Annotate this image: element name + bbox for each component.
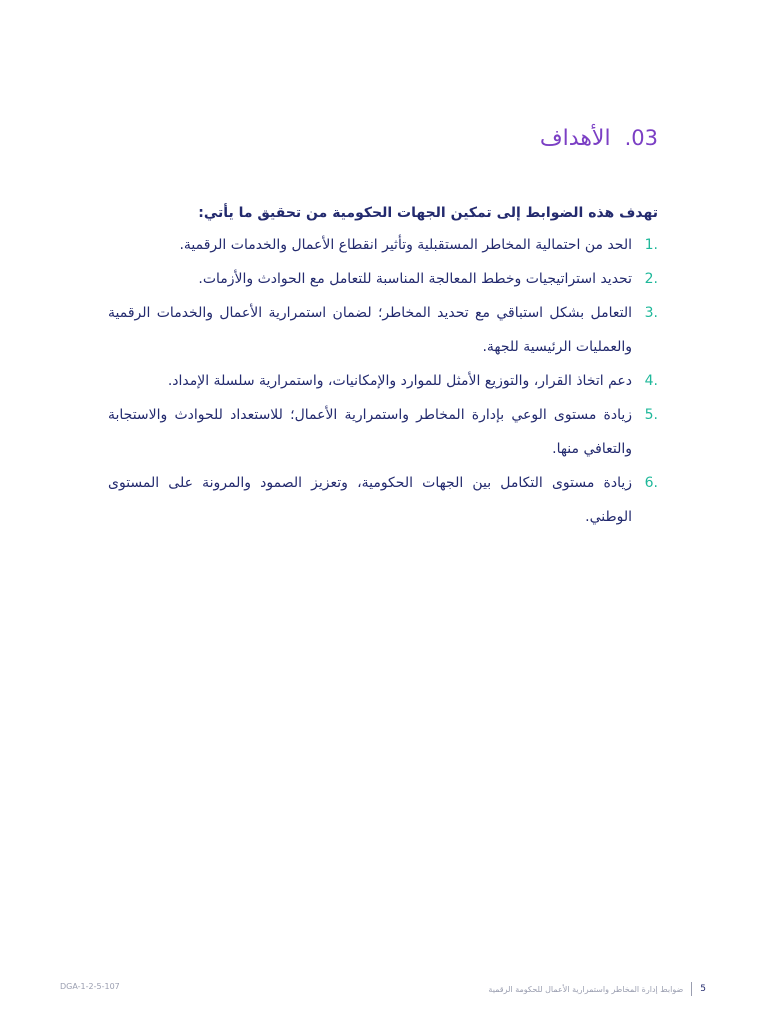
list-item-number: 3. — [644, 305, 658, 321]
section-heading — [540, 126, 658, 151]
section-title: الأهداف — [539, 126, 611, 151]
section-number: .03 — [624, 126, 658, 150]
list-item — [108, 228, 658, 262]
list-item-number: 6. — [644, 475, 658, 491]
list-item — [108, 296, 658, 364]
list-item-text: زيادة مستوى التكامل بين الجهات الحكومية، وتعزيز الصمود والمرونة على المستوى الوطني. — [108, 475, 632, 525]
document-code: DGA-1-2-5-107 — [60, 982, 120, 991]
intro-paragraph: تهدف هذه الضوابط إلى تمكين الجهات الحكومية من تحقيق ما يأتي: — [198, 205, 658, 221]
footer-divider — [691, 982, 692, 996]
list-item-number: 2. — [644, 271, 658, 287]
list-item-text: زيادة مستوى الوعي بإدارة المخاطر واستمرارية الأعمال؛ للاستعداد للحوادث والاستجابة والتعافي منها. — [108, 407, 632, 457]
list-item — [108, 364, 658, 398]
list-item — [108, 466, 658, 534]
list-item-text: الحد من احتمالية المخاطر المستقبلية وتأثير انقطاع الأعمال والخدمات الرقمية. — [179, 237, 632, 253]
goals-list — [108, 228, 658, 534]
list-item-text: تحديد استراتيجيات وخطط المعالجة المناسبة للتعامل مع الحوادث والأزمات. — [198, 271, 632, 287]
list-item-number: 5. — [644, 407, 658, 423]
list-item-text: التعامل بشكل استباقي مع تحديد المخاطر؛ لضمان استمرارية الأعمال والخدمات الرقمية والعمليات الرئيسية للجهة. — [108, 305, 632, 355]
list-item — [108, 398, 658, 466]
list-item-number: 1. — [644, 237, 658, 253]
document-title: ضوابط إدارة المخاطر واستمرارية الأعمال للحكومة الرقمية — [488, 984, 684, 994]
section-content — [108, 198, 658, 534]
list-item — [108, 262, 658, 296]
page-footer — [60, 982, 706, 996]
list-item-number: 4. — [644, 373, 658, 389]
list-item-text: دعم اتخاذ القرار، والتوزيع الأمثل للموارد والإمكانيات، واستمرارية سلسلة الإمداد. — [167, 373, 632, 389]
footer-title-group — [488, 982, 706, 996]
page-number: 5 — [700, 984, 706, 994]
